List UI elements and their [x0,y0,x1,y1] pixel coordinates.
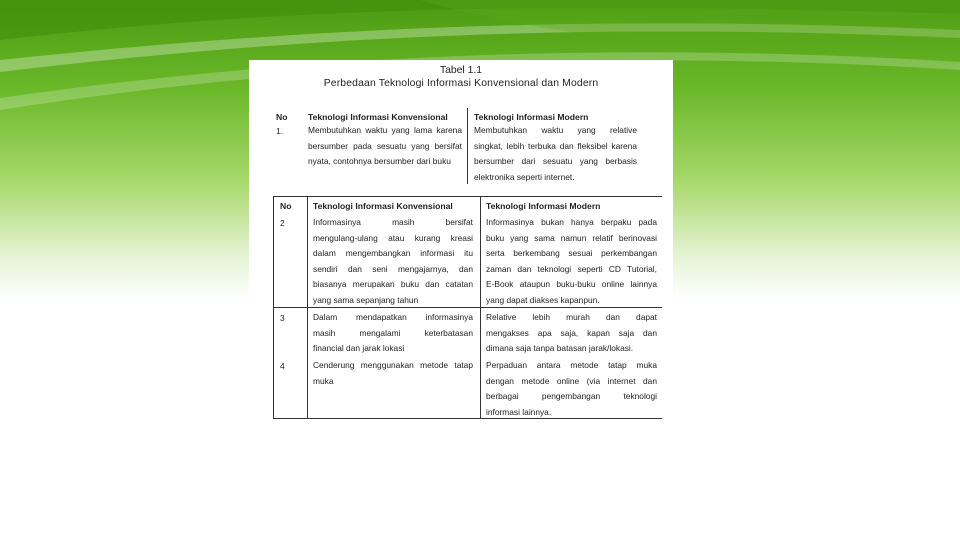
row-3-modern: Relative lebih murah dan dapat mengakses apa saja, kapan saja dan dimana saja tanpa batasan jarak/lokasi. [486,312,657,354]
row-1-konvensional: Membutuhkan waktu yang lama karena bersumber pada sesuatu yang bersifat nyata, contohnya bersumber dari buku [308,125,462,167]
header-no: No [276,112,288,122]
table-top-border [273,196,662,197]
row-3-number: 3 [280,313,285,323]
table-subtitle: Perbedaan Teknologi Informasi Konvensional dan Modern [323,78,599,89]
scanned-table-page [249,60,673,422]
row-2-number: 2 [280,218,285,228]
header-modern-2: Teknologi Informasi Modern [486,201,601,211]
row-2-modern: Informasinya bukan hanya berpaku pada buku yang sama namun relatif berinovasi serta berkembang sesuai perkembangan zaman dan teknologi seperti CD Tutorial, E-Book ataupun buku-buku online lainnya yang dapat diakses kapanpun. [486,217,657,305]
header-konvensional-2: Teknologi Informasi Konvensional [313,201,453,211]
row-1-number: 1. [276,126,283,136]
header-no-2: No [280,201,292,211]
row-4-modern: Perpaduan antara metode tatap muka dengan metode online (via internet dan berbagai pengembangan teknologi informasi lainnya. [486,360,657,417]
header-modern: Teknologi Informasi Modern [474,112,589,122]
row-4-konvensional: Cenderung menggunakan metode tatap muka [313,360,473,386]
header-konvensional: Teknologi Informasi Konvensional [308,112,448,122]
table-title: Tabel 1.1 [439,65,483,76]
row-4-number: 4 [280,361,285,371]
row-2-konvensional: Informasinya masih bersifat mengulang-ulang atau kurang kreasi dalam mengembangkan informasi itu sendiri dan seni mengajarnya, dan biasanya merupakan buku dan catatan yang sama sepanjang tahun [313,217,473,305]
row-1-modern: Membutuhkan waktu yang relative singkat, lebih terbuka dan fleksibel karena bersumber dari sesuatu yang berbasis elektronika seperti internet. [474,125,637,182]
section-1-divider [467,108,468,184]
row-3-konvensional: Dalam mendapatkan informasinya masih mengalami keterbatasan financial dan jarak lokasi [313,312,473,354]
